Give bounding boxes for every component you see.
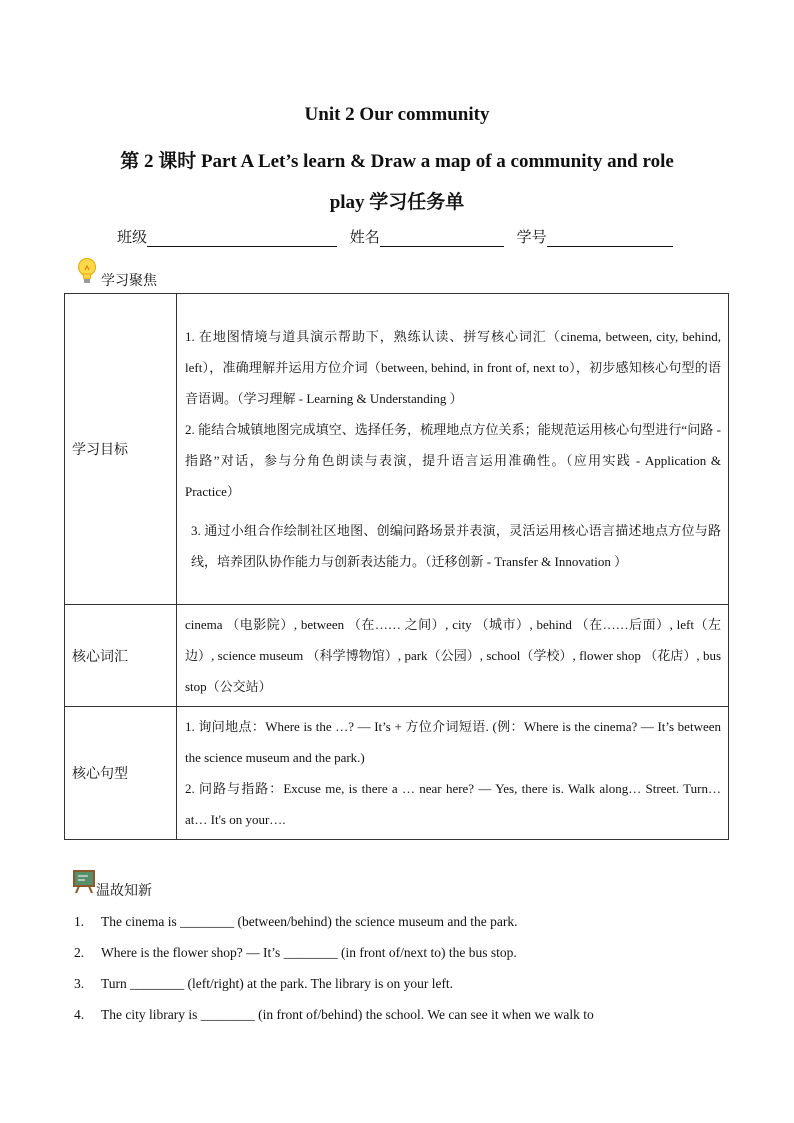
row-header: 核心句型: [65, 707, 177, 840]
row-header: 学习目标: [65, 294, 177, 605]
focus-section-heading: [76, 256, 196, 288]
unit-title: Unit 2 Our community: [304, 104, 490, 125]
exercise-text: The city library is ________ (in front of/behind) the school. We can see it when we walk to: [101, 1007, 594, 1022]
objective-1: 1. 在地图情境与道具演示帮助下，熟练认读、拼写核心词汇（cinema, between, city, behind, left），准确理解并运用方位介词（between, behind, in front of, next to），初步感知核心句型的语音语调。（学习理解 - Learning & Understanding ）: [185, 329, 721, 406]
exercise-number: 3.: [74, 976, 85, 991]
row-header: 核心词汇: [65, 605, 177, 707]
row-content: [177, 707, 729, 840]
table-row: [65, 605, 729, 707]
sentence-pattern-2: 2. 问路与指路：Excuse me, is there a … near here? — Yes, there is. Walk along… Street. Turn… at… It's on your….: [185, 781, 721, 827]
objectives-table: [64, 293, 729, 840]
sentence-pattern-1: 1. 询问地点：Where is the …? — It’s + 方位介词短语. (例：Where is the cinema? — It’s between the science museum and the park.): [185, 719, 721, 765]
exercise-text: Turn ________ (left/right) at the park. The library is on your left.: [101, 976, 454, 991]
class-label: 班级: [117, 228, 148, 246]
name-label: 姓名: [349, 228, 380, 246]
exercise-item: [74, 945, 517, 961]
row-content: [177, 294, 729, 605]
exercise-number: 1.: [74, 914, 85, 929]
exercise-item: [74, 1007, 594, 1023]
lesson-title-line1: 第 2 课时 Part A Let’s learn & Draw a map of a community and role: [120, 151, 674, 172]
exercise-number: 4.: [74, 1007, 85, 1022]
blackboard-icon: [73, 870, 95, 894]
name-blank[interactable]: [380, 230, 504, 247]
lightbulb-icon: [76, 256, 98, 286]
student-info-row: [117, 226, 673, 247]
core-vocabulary: cinema （电影院）, between （在…… 之间）, city （城市）, behind （在……后面）, left（左边）, science museum （科学博物馆）, park（公园）, school（学校）, flower shop （花店）, bus stop（公交站）: [185, 617, 721, 694]
table-row: [65, 294, 729, 605]
lesson-title-line2: play 学习任务单: [329, 192, 465, 213]
focus-section-title: 学习聚焦: [101, 273, 157, 289]
exercise-item: [74, 976, 453, 992]
objective-2: 2. 能结合城镇地图完成填空、选择任务，梳理地点方位关系；能规范运用核心句型进行“问路 - 指路”对话，参与分角色朗读与表演，提升语言运用准确性。（应用实践 - Application & Practice）: [185, 422, 721, 499]
class-blank[interactable]: [147, 230, 337, 247]
exercise-text: Where is the flower shop? — It’s ________ (in front of/next to) the bus stop.: [101, 945, 517, 960]
exercise-number: 2.: [74, 945, 85, 960]
id-blank[interactable]: [547, 230, 673, 247]
id-label: 学号: [516, 228, 547, 246]
review-section-heading: [73, 870, 193, 900]
review-section-title: 温故知新: [96, 883, 152, 899]
exercise-text: The cinema is ________ (between/behind) the science museum and the park.: [101, 914, 518, 929]
table-row: [65, 707, 729, 840]
exercise-item: [74, 914, 518, 930]
row-content: [177, 605, 729, 707]
objective-3: 3. 通过小组合作绘制社区地图、创编问路场景并表演，灵活运用核心语言描述地点方位与路线，培养团队协作能力与创新表达能力。（迁移创新 - Transfer & Innovation ）: [191, 523, 721, 569]
